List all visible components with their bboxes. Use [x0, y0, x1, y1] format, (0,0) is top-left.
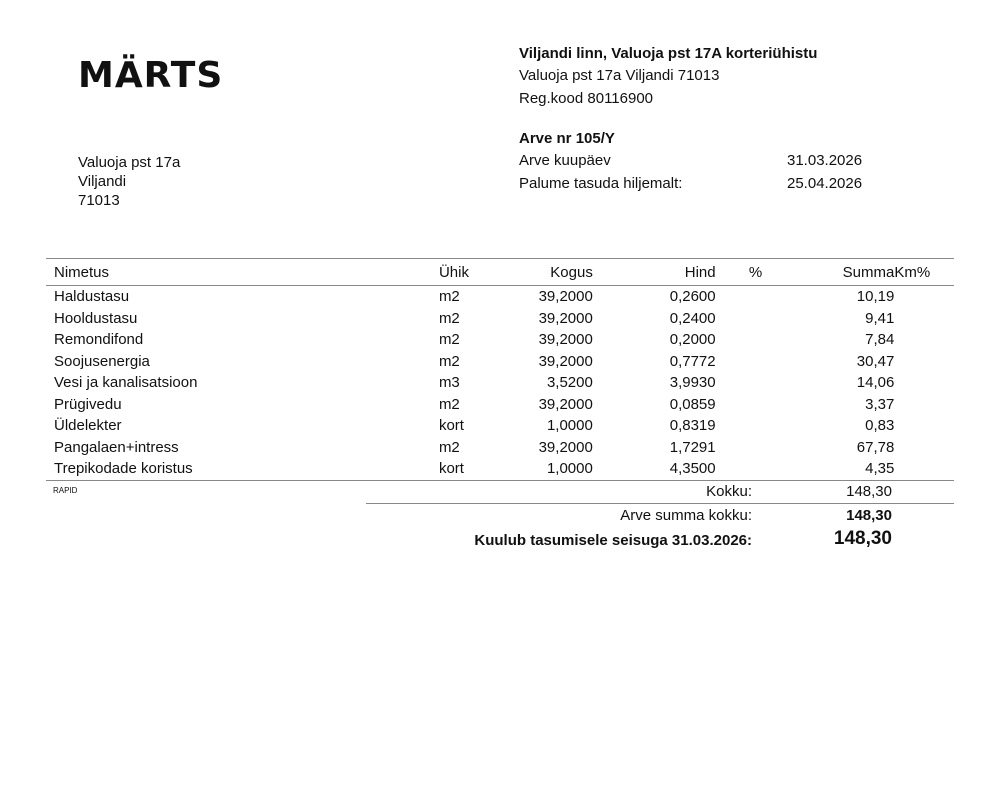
cell-unit: m2 [438, 395, 460, 413]
table-row [46, 415, 954, 437]
table-row [46, 394, 954, 416]
cell-percent [716, 394, 766, 416]
cell-quantity: 39,2000 [538, 352, 593, 370]
cell-quantity: 39,2000 [538, 395, 593, 413]
recipient-street: Valuoja pst 17a [78, 154, 181, 171]
col-header-unit: Ühik [439, 259, 508, 286]
cell-quantity: 1,0000 [546, 417, 593, 435]
cell-sum: 4,35 [865, 460, 895, 478]
cell-quantity: 1,0000 [546, 460, 593, 478]
cell-sum: 7,84 [865, 331, 895, 349]
cell-name: Hooldustasu [54, 309, 138, 327]
col-header-vat: Km% [894, 259, 954, 286]
issuer-address: Valuoja pst 17a Viljandi 71013 [519, 67, 720, 84]
cell-vat [894, 372, 954, 394]
cell-unit: m2 [438, 352, 460, 370]
recipient-postcode: 71013 [78, 192, 120, 209]
col-header-sum: Summa [766, 259, 895, 286]
amount-due-label: Kuulub tasumisele seisuga 31.03.2026: [474, 532, 752, 549]
cell-price: 0,8319 [669, 417, 716, 435]
col-header-quantity: Kogus [508, 259, 593, 286]
cell-price: 0,2000 [669, 331, 716, 349]
cell-unit: m3 [438, 374, 460, 392]
cell-name: Soojusenergia [54, 352, 150, 370]
cell-sum: 30,47 [856, 352, 895, 370]
table-row [46, 372, 954, 394]
cell-unit: kort [438, 417, 464, 435]
cell-vat [894, 329, 954, 351]
cell-quantity: 39,2000 [538, 331, 593, 349]
cell-vat [894, 415, 954, 437]
cell-sum: 10,19 [856, 288, 895, 306]
cell-percent [716, 437, 766, 459]
cell-name: Pangalaen+intress [54, 438, 179, 456]
cell-name: Remondifond [54, 331, 144, 349]
cell-unit: m2 [438, 331, 460, 349]
cell-price: 1,7291 [669, 438, 716, 456]
col-header-price: Hind [593, 259, 716, 286]
cell-percent [716, 308, 766, 330]
cell-sum: 67,78 [856, 438, 895, 456]
col-header-name: Nimetus [46, 259, 439, 286]
cell-vat [894, 394, 954, 416]
cell-percent [716, 458, 766, 480]
cell-unit: m2 [438, 309, 460, 327]
total-value: 148,30 [846, 483, 892, 500]
table-row [46, 437, 954, 459]
table-bottom-rule [46, 480, 954, 481]
cell-price: 4,3500 [669, 460, 716, 478]
cell-price: 3,9930 [669, 374, 716, 392]
cell-name: Trepikodade koristus [54, 460, 193, 478]
cell-percent [716, 286, 766, 308]
cell-quantity: 39,2000 [538, 309, 593, 327]
cell-sum: 3,37 [865, 395, 895, 413]
cell-unit: m2 [438, 438, 460, 456]
cell-vat [894, 286, 954, 308]
cell-quantity: 3,5200 [546, 374, 593, 392]
cell-sum: 14,06 [856, 374, 895, 392]
invoice-sum-label: Arve summa kokku: [620, 507, 752, 524]
table-header-row [46, 259, 954, 286]
cell-percent [716, 329, 766, 351]
table-row [46, 351, 954, 373]
cell-name: Vesi ja kanalisatsioon [54, 374, 198, 392]
cell-sum: 0,83 [865, 417, 895, 435]
total-label: Kokku: [706, 483, 752, 500]
cell-sum: 9,41 [865, 309, 895, 327]
invoice-sum-value: 148,30 [846, 507, 892, 524]
table-row [46, 308, 954, 330]
table-row [46, 458, 954, 480]
invoice-number: Arve nr 105/Y [519, 130, 615, 147]
cell-vat [894, 437, 954, 459]
cell-name: Üldelekter [54, 417, 122, 435]
month-title: MÄRTS [78, 55, 224, 96]
cell-name: Prügivedu [54, 395, 122, 413]
cell-quantity: 39,2000 [538, 288, 593, 306]
cell-percent [716, 372, 766, 394]
cell-vat [894, 308, 954, 330]
cell-price: 0,7772 [669, 352, 716, 370]
cell-vat [894, 351, 954, 373]
table-row [46, 286, 954, 308]
issuer-reg-code: Reg.kood 80116900 [519, 90, 654, 107]
invoice-due-date: 25.04.2026 [787, 175, 863, 192]
invoice-items-table [46, 258, 954, 480]
cell-price: 0,2600 [669, 288, 716, 306]
invoice-date: 31.03.2026 [787, 152, 863, 169]
invoice-date-label: Arve kuupäev [519, 152, 611, 169]
totals-rule [366, 503, 954, 504]
cell-price: 0,2400 [669, 309, 716, 327]
recipient-city: Viljandi [78, 173, 127, 190]
table-row [46, 329, 954, 351]
cell-name: Haldustasu [54, 288, 130, 306]
invoice-due-label: Palume tasuda hiljemalt: [519, 175, 683, 192]
rapid-tag: RAPID [53, 486, 78, 495]
amount-due-value: 148,30 [833, 528, 892, 549]
cell-vat [894, 458, 954, 480]
cell-unit: m2 [438, 288, 460, 306]
issuer-name: Viljandi linn, Valuoja pst 17A korteriühistu [519, 45, 818, 62]
cell-unit: kort [438, 460, 464, 478]
cell-price: 0,0859 [669, 395, 716, 413]
cell-percent [716, 351, 766, 373]
col-header-percent: % [716, 259, 766, 286]
cell-percent [716, 415, 766, 437]
cell-quantity: 39,2000 [538, 438, 593, 456]
